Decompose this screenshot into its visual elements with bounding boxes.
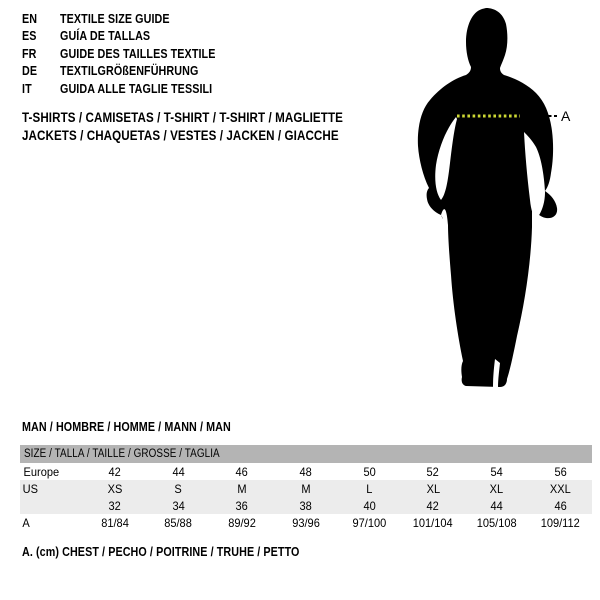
language-label: TEXTILGRÖßENFÜHRUNG — [60, 64, 199, 79]
size-cell: 46 — [235, 464, 249, 479]
category-tshirts: T-SHIRTS / CAMISETAS / T-SHIRT / T-SHIRT / MAGLIETTE — [22, 109, 343, 125]
row-label: US — [22, 481, 39, 496]
language-label: GUÍA DE TALLAS — [60, 29, 151, 44]
size-cell: 54 — [490, 464, 503, 479]
size-cell: 48 — [299, 464, 312, 479]
section-title-text: MAN / HOMBRE / HOMME / MANN / MAN — [22, 420, 231, 434]
language-code: DE — [22, 64, 38, 79]
measurement-footnote — [22, 545, 345, 559]
language-code: IT — [22, 81, 32, 96]
language-label: GUIDE DES TAILLES TEXTILE — [60, 46, 216, 61]
language-code: FR — [22, 46, 37, 61]
language-label: GUIDA ALLE TAGLIE TESSILI — [60, 81, 213, 96]
table-row-chest — [20, 514, 592, 531]
row-label — [20, 499, 83, 513]
garment-categories — [22, 108, 395, 144]
size-cell: 38 — [299, 498, 312, 513]
list-item — [22, 45, 241, 63]
size-cell: 32 — [108, 498, 121, 513]
man-silhouette-svg — [405, 0, 580, 400]
size-cell: 46 — [554, 498, 567, 513]
size-table-header-text: SIZE / TALLA / TAILLE / GRÖSSE / TAGLIA — [24, 448, 220, 460]
row-label: A — [22, 515, 30, 530]
size-cell: 89/92 — [228, 515, 256, 530]
table-row-europe — [20, 463, 592, 480]
size-cell: XXL — [549, 481, 571, 496]
size-cell: 44 — [172, 464, 185, 479]
size-cell: XS — [107, 481, 123, 496]
size-cell: 42 — [426, 498, 440, 513]
size-table — [20, 445, 592, 531]
size-cell: 85/88 — [164, 515, 193, 530]
table-row-us — [20, 480, 592, 497]
size-cell: XL — [489, 481, 504, 496]
list-item — [22, 80, 241, 98]
size-cell: 34 — [172, 498, 185, 513]
table-row-us-numeric — [20, 497, 592, 514]
size-cell: 97/100 — [352, 515, 387, 530]
size-cell: 44 — [490, 498, 503, 513]
size-cell: 101/104 — [412, 515, 453, 530]
list-item — [22, 10, 241, 28]
size-cell: L — [366, 481, 373, 496]
measure-label: A — [561, 108, 571, 124]
size-table-header — [20, 445, 592, 463]
size-cell: 52 — [426, 464, 440, 479]
section-title-man — [22, 420, 265, 434]
category-jackets: JACKETS / CHAQUETAS / VESTES / JACKEN / GIACCHE — [22, 127, 339, 143]
figure-area — [405, 0, 580, 400]
size-cell: XL — [426, 481, 440, 496]
size-cell: 40 — [363, 498, 376, 513]
size-cell: S — [174, 481, 183, 496]
size-cell: 109/112 — [540, 515, 580, 530]
size-cell: 42 — [108, 464, 121, 479]
list-item — [22, 28, 241, 46]
size-cell: 36 — [235, 498, 249, 513]
size-cell: 56 — [554, 464, 567, 479]
size-cell: 105/108 — [476, 515, 517, 530]
size-cell: M — [301, 481, 311, 496]
language-label: TEXTILE SIZE GUIDE — [60, 11, 170, 26]
language-code: ES — [22, 29, 37, 44]
language-list — [22, 10, 241, 98]
size-cell: 93/96 — [291, 515, 320, 530]
size-cell: 81/84 — [100, 515, 129, 530]
list-item — [22, 63, 241, 81]
size-cell: M — [237, 481, 247, 496]
language-code: EN — [22, 11, 38, 26]
size-cell: 50 — [363, 464, 376, 479]
measurement-footnote-text: A. (cm) CHEST / PECHO / POITRINE / TRUHE / PETTO — [22, 545, 300, 559]
row-label: Europe — [23, 464, 60, 479]
